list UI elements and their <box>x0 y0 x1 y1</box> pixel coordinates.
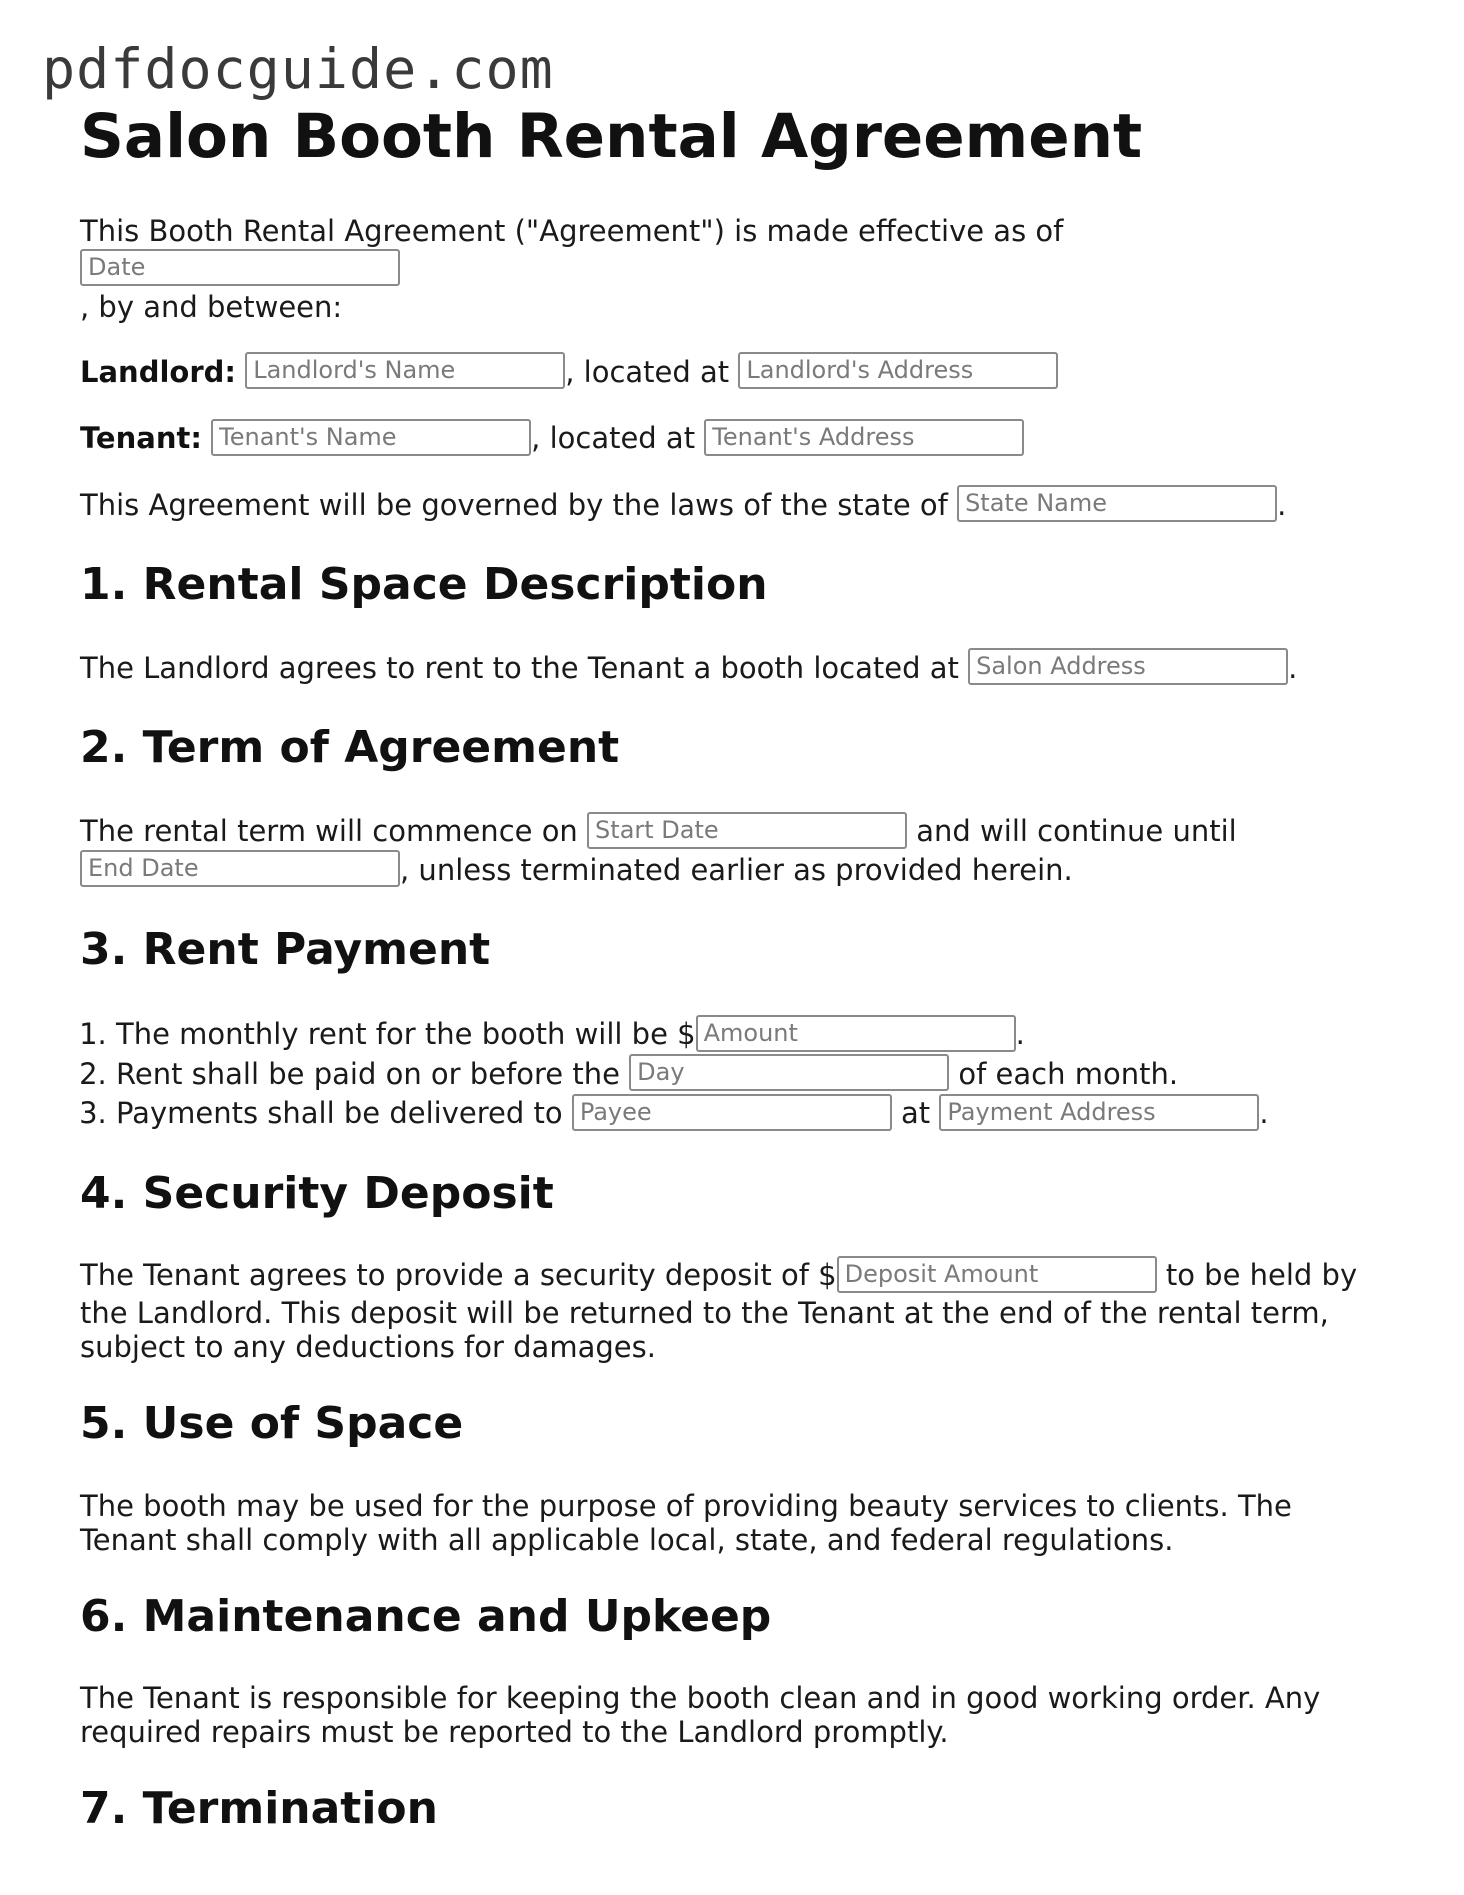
section-1-heading: 1. Rental Space Description <box>80 559 768 611</box>
landlord-located-at: , located at <box>565 354 730 389</box>
intro-paragraph <box>80 213 1390 326</box>
landlord-line <box>80 354 1390 393</box>
rental-space-text: The Landlord agrees to rent to the Tenant a booth located at <box>80 650 959 685</box>
tenant-address-field[interactable]: Tenant's Address <box>704 419 1024 456</box>
end-date-field[interactable]: End Date <box>80 850 400 887</box>
rent-item3-period: . <box>1259 1096 1269 1131</box>
section-2-heading: 2. Term of Agreement <box>80 722 620 774</box>
tenant-located-at: , located at <box>531 421 696 456</box>
section-6-paragraph: The Tenant is responsible for keeping the booth clean and in good working order. Any required repairs must be reported to the Landlord promptly. <box>80 1681 1321 1750</box>
landlord-label: Landlord: <box>80 354 236 389</box>
section-2-paragraph <box>80 813 1390 890</box>
rent-item1-period: . <box>1015 1017 1025 1052</box>
state-name-field[interactable]: State Name <box>957 485 1277 522</box>
rent-item1-text: The monthly rent for the booth will be $ <box>116 1017 696 1052</box>
document-page <box>80 100 1390 1836</box>
payee-field[interactable]: Payee <box>572 1094 892 1131</box>
deposit-amount-field[interactable]: Deposit Amount <box>837 1256 1157 1293</box>
tenant-name-field[interactable]: Tenant's Name <box>211 419 531 456</box>
rent-item2-text: Rent shall be paid on or before the <box>116 1056 620 1091</box>
effective-date-field[interactable]: Date <box>80 249 400 286</box>
page-title: Salon Booth Rental Agreement <box>80 101 1143 172</box>
section-5-paragraph: The booth may be used for the purpose of providing beauty services to clients. The Tenant shall comply with all applicable local, state, and federal regulations. <box>80 1488 1292 1557</box>
payment-address-field[interactable]: Payment Address <box>939 1094 1259 1131</box>
intro-text: This Booth Rental Agreement ("Agreement") is made effective as of <box>80 214 1064 249</box>
rent-item3-at: at <box>901 1096 931 1131</box>
tenant-label: Tenant: <box>80 421 202 456</box>
section-6-heading: 6. Maintenance and Upkeep <box>80 1590 772 1642</box>
rent-payment-list <box>80 1015 1390 1134</box>
rent-item2-after: of each month. <box>958 1056 1179 1091</box>
section-7-heading: 7. Termination <box>80 1783 438 1835</box>
governing-law-line <box>80 487 1390 526</box>
list-item <box>116 1055 1390 1095</box>
term-text: The rental term will commence on <box>80 814 578 849</box>
watermark: pdfdocguide.com <box>42 37 554 101</box>
term-after-text: , unless terminated earlier as provided herein. <box>400 852 1073 887</box>
list-item <box>116 1015 1390 1055</box>
governing-text: This Agreement will be governed by the laws of the state of <box>80 487 948 522</box>
section-4-heading: 4. Security Deposit <box>80 1167 554 1219</box>
section-1-paragraph <box>80 650 1390 689</box>
term-middle-text: and will continue until <box>916 814 1237 849</box>
section-5-heading: 5. Use of Space <box>80 1397 464 1449</box>
section-4-paragraph <box>80 1258 1390 1364</box>
rent-item3-text: Payments shall be delivered to <box>116 1096 563 1131</box>
landlord-name-field[interactable]: Landlord's Name <box>245 352 565 389</box>
section-3-heading: 3. Rent Payment <box>80 924 491 976</box>
payment-day-field[interactable]: Day <box>629 1054 949 1091</box>
tenant-line <box>80 420 1390 459</box>
rental-space-period: . <box>1288 650 1298 685</box>
salon-address-field[interactable]: Salon Address <box>968 648 1288 685</box>
landlord-address-field[interactable]: Landlord's Address <box>738 352 1058 389</box>
start-date-field[interactable]: Start Date <box>587 812 907 849</box>
rent-amount-field[interactable]: Amount <box>696 1015 1016 1052</box>
deposit-text: The Tenant agrees to provide a security deposit of $ <box>80 1258 837 1293</box>
governing-period: . <box>1277 487 1287 522</box>
list-item <box>116 1094 1390 1134</box>
deposit-text-after: to be held by the Landlord. This deposit will be returned to the Tenant at the end of the rental term, subject to any deductions for damages. <box>80 1258 1358 1364</box>
intro-text-after: , by and between: <box>80 289 343 324</box>
